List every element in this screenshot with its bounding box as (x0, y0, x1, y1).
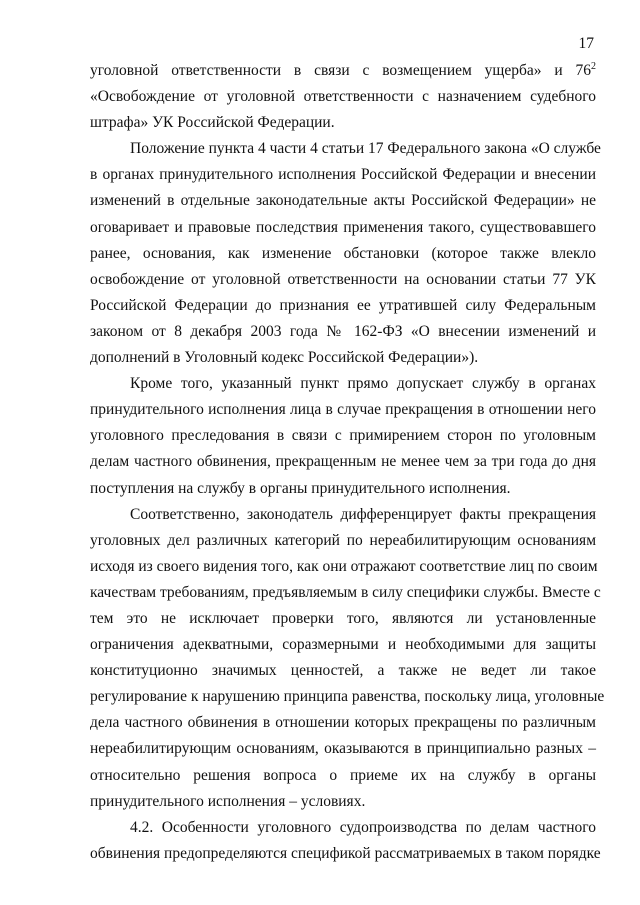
text-line: дела частного обвинения в отношении которых прекращены по различным (90, 714, 596, 732)
text-line: оговаривает и правовые последствия применения такого, существовавшего (90, 218, 596, 236)
text-line: Соответственно, законодатель дифференцирует факты прекращения (130, 505, 596, 523)
text-line: Кроме того, указанный пункт прямо допускает службу в органах (130, 375, 596, 393)
text-line: «Освобождение от уголовной ответственности с назначением судебного (90, 88, 596, 106)
document-body (90, 58, 605, 867)
text-line: поступления на службу в органы принудительного исполнения. (90, 479, 511, 497)
text-line: 4.2. Особенности уголовного судопроизводства по делам частного (130, 818, 596, 836)
text-line: делам частного обвинения, прекращенным не менее чем за три года до дня (90, 453, 596, 471)
text-line: уголовных дел различных категорий по нереабилитирующим основаниям (90, 531, 596, 549)
text-line: уголовной ответственности в связи с возмещением ущерба» и $76^2$ (90, 60, 596, 79)
text-line: ранее, основания, как изменение обстановки (которое также влекло (90, 244, 596, 262)
text-line: принудительного исполнения – условиях. (90, 792, 366, 810)
text-line: в органах принудительного исполнения Российской Федерации и внесении (90, 166, 596, 184)
superscript: 2 (591, 60, 596, 72)
paragraph (90, 502, 605, 815)
text-line: ограничения адекватными, соразмерными и необходимыми для защиты (90, 636, 596, 654)
text-line: изменений в отдельные законодательные акты Российской Федерации» не (90, 192, 596, 210)
text-line: обвинения предопределяются спецификой рассматриваемых в таком порядке (90, 844, 601, 862)
paragraph (90, 58, 596, 136)
text-line: качествам требованиям, предъявляемым в силу специфики службы. Вместе с (90, 583, 601, 601)
text-line: нереабилитирующим основаниям, оказываются в принципиально разных – (90, 740, 596, 758)
text-line: регулирование к нарушению принципа равенства, поскольку лица, уголовные (90, 688, 605, 706)
text-line: дополнений в Уголовный кодекс Российской Федерации»). (90, 349, 479, 367)
paragraph (90, 136, 601, 371)
paragraph (90, 371, 596, 501)
text-line: уголовного преследования в связи с примирением сторон по уголовным (90, 427, 596, 445)
text-line: тем это не исключает проверки того, являются ли установленные (90, 609, 596, 627)
text-line: принудительного исполнения лица в случае прекращения в отношении него (90, 401, 596, 419)
text-line: штрафа» УК Российской Федерации. (90, 114, 335, 132)
text-line: относительно решения вопроса о приеме их на службу в органы (90, 766, 596, 784)
text-line: конституционно значимых ценностей, а также не ведет ли такое (90, 662, 596, 680)
page-number: 17 (578, 35, 594, 52)
text-line: законом от 8 декабря 2003 года № 162-ФЗ «О внесении изменений и (90, 322, 596, 340)
paragraph (90, 815, 601, 867)
text-line: Положение пункта 4 части 4 статьи 17 Федерального закона «О службе (130, 140, 601, 158)
text-line: Российской Федерации до признания ее утратившей силу Федеральным (90, 296, 596, 314)
text-line: исходя из своего видения того, как они отражают соответствие лиц по своим (90, 557, 598, 575)
text-line: освобождение от уголовной ответственности на основании статьи 77 УК (90, 270, 596, 288)
